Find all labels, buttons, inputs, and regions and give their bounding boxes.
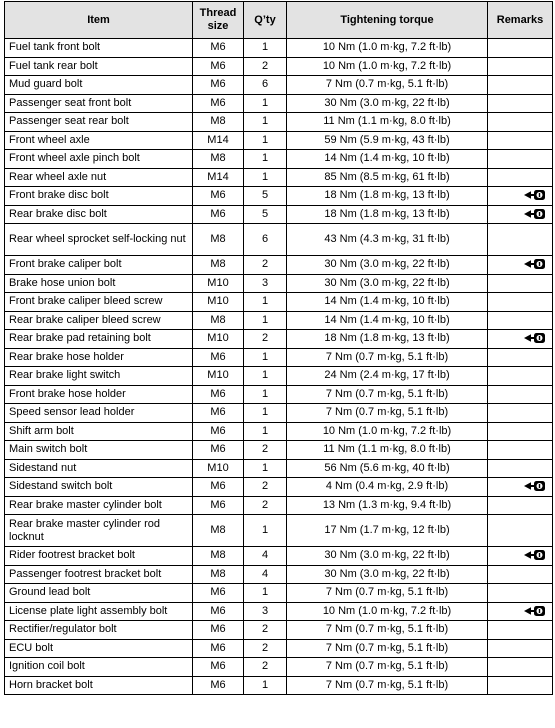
qty-cell: 1: [244, 150, 287, 169]
torque-cell: 7 Nm (0.7 m·kg, 5.1 ft·lb): [287, 676, 488, 695]
thread-size-cell: M6: [193, 404, 244, 423]
item-cell: Brake hose union bolt: [5, 274, 193, 293]
remarks-cell: [488, 76, 553, 95]
remarks-cell: [488, 311, 553, 330]
torque-cell: 11 Nm (1.1 m·kg, 8.0 ft·lb): [287, 441, 488, 460]
locking-agent-icon: [524, 549, 546, 561]
remarks-cell: [488, 57, 553, 76]
remarks-cell: [488, 496, 553, 515]
thread-size-cell: M6: [193, 478, 244, 497]
qty-cell: 1: [244, 168, 287, 187]
item-cell: Fuel tank rear bolt: [5, 57, 193, 76]
torque-cell: 14 Nm (1.4 m·kg, 10 ft·lb): [287, 311, 488, 330]
qty-cell: 1: [244, 459, 287, 478]
remarks-cell: [488, 459, 553, 478]
thread-size-cell: M8: [193, 224, 244, 256]
thread-size-cell: M6: [193, 441, 244, 460]
thread-size-cell: M6: [193, 94, 244, 113]
item-cell: Front brake caliper bleed screw: [5, 293, 193, 312]
remarks-cell: [488, 256, 553, 275]
item-cell: Rear wheel sprocket self-locking nut: [5, 224, 193, 256]
table-row: [5, 224, 553, 256]
item-cell: ECU bolt: [5, 639, 193, 658]
torque-cell: 85 Nm (8.5 m·kg, 61 ft·lb): [287, 168, 488, 187]
thread-size-cell: M6: [193, 639, 244, 658]
table-row: [5, 76, 553, 95]
table-row: [5, 621, 553, 640]
qty-cell: 2: [244, 57, 287, 76]
remarks-cell: [488, 676, 553, 695]
table-row: [5, 348, 553, 367]
item-cell: Ground lead bolt: [5, 584, 193, 603]
remarks-cell: [488, 293, 553, 312]
thread-size-cell: M10: [193, 274, 244, 293]
thread-size-cell: M6: [193, 602, 244, 621]
item-cell: Shift arm bolt: [5, 422, 193, 441]
item-cell: Rear brake master cylinder rod locknut: [5, 515, 193, 547]
header-tightening-torque: Tightening torque: [287, 2, 488, 39]
torque-cell: 30 Nm (3.0 m·kg, 22 ft·lb): [287, 565, 488, 584]
torque-cell: 7 Nm (0.7 m·kg, 5.1 ft·lb): [287, 404, 488, 423]
item-cell: Horn bracket bolt: [5, 676, 193, 695]
locking-agent-icon: [524, 258, 546, 270]
qty-cell: 5: [244, 205, 287, 224]
item-cell: Rear brake master cylinder bolt: [5, 496, 193, 515]
item-cell: Rear brake disc bolt: [5, 205, 193, 224]
qty-cell: 1: [244, 311, 287, 330]
table-row: [5, 441, 553, 460]
table-row: [5, 422, 553, 441]
remarks-cell: [488, 187, 553, 206]
remarks-cell: [488, 131, 553, 150]
thread-size-cell: M8: [193, 256, 244, 275]
remarks-cell: [488, 348, 553, 367]
item-cell: Front brake hose holder: [5, 385, 193, 404]
header-item: Item: [5, 2, 193, 39]
qty-cell: 2: [244, 330, 287, 349]
thread-size-cell: M6: [193, 39, 244, 58]
table-row: [5, 565, 553, 584]
torque-cell: 30 Nm (3.0 m·kg, 22 ft·lb): [287, 256, 488, 275]
remarks-cell: [488, 422, 553, 441]
table-row: [5, 94, 553, 113]
qty-cell: 5: [244, 187, 287, 206]
torque-cell: 11 Nm (1.1 m·kg, 8.0 ft·lb): [287, 113, 488, 132]
table-row: [5, 205, 553, 224]
torque-cell: 7 Nm (0.7 m·kg, 5.1 ft·lb): [287, 348, 488, 367]
torque-cell: 7 Nm (0.7 m·kg, 5.1 ft·lb): [287, 76, 488, 95]
qty-cell: 1: [244, 348, 287, 367]
torque-cell: 7 Nm (0.7 m·kg, 5.1 ft·lb): [287, 621, 488, 640]
table-row: [5, 515, 553, 547]
table-row: [5, 602, 553, 621]
torque-cell: 56 Nm (5.6 m·kg, 40 ft·lb): [287, 459, 488, 478]
item-cell: Rider footrest bracket bolt: [5, 547, 193, 566]
qty-cell: 2: [244, 478, 287, 497]
thread-size-cell: M8: [193, 565, 244, 584]
thread-size-cell: M10: [193, 367, 244, 386]
item-cell: Front wheel axle pinch bolt: [5, 150, 193, 169]
remarks-cell: [488, 441, 553, 460]
thread-size-cell: M6: [193, 57, 244, 76]
header-remarks: Remarks: [488, 2, 553, 39]
qty-cell: 2: [244, 621, 287, 640]
item-cell: Rectifier/regulator bolt: [5, 621, 193, 640]
thread-size-cell: M8: [193, 515, 244, 547]
thread-size-cell: M14: [193, 131, 244, 150]
item-cell: Main switch bolt: [5, 441, 193, 460]
torque-cell: 30 Nm (3.0 m·kg, 22 ft·lb): [287, 274, 488, 293]
qty-cell: 1: [244, 584, 287, 603]
item-cell: Speed sensor lead holder: [5, 404, 193, 423]
table-row: [5, 367, 553, 386]
thread-size-cell: M6: [193, 348, 244, 367]
thread-size-cell: M8: [193, 311, 244, 330]
remarks-cell: [488, 168, 553, 187]
item-cell: Passenger seat rear bolt: [5, 113, 193, 132]
table-row: [5, 385, 553, 404]
qty-cell: 3: [244, 602, 287, 621]
qty-cell: 1: [244, 404, 287, 423]
thread-size-cell: M8: [193, 113, 244, 132]
table-row: [5, 547, 553, 566]
qty-cell: 6: [244, 76, 287, 95]
locking-agent-icon: [524, 208, 546, 220]
table-row: [5, 168, 553, 187]
remarks-cell: [488, 515, 553, 547]
qty-cell: 2: [244, 256, 287, 275]
qty-cell: 2: [244, 658, 287, 677]
thread-size-cell: M6: [193, 621, 244, 640]
table-row: [5, 57, 553, 76]
item-cell: Rear wheel axle nut: [5, 168, 193, 187]
item-cell: Rear brake light switch: [5, 367, 193, 386]
item-cell: Front brake disc bolt: [5, 187, 193, 206]
remarks-cell: [488, 565, 553, 584]
remarks-cell: [488, 94, 553, 113]
thread-size-cell: M10: [193, 459, 244, 478]
torque-cell: 30 Nm (3.0 m·kg, 22 ft·lb): [287, 94, 488, 113]
thread-size-cell: M10: [193, 330, 244, 349]
table-row: [5, 187, 553, 206]
qty-cell: 1: [244, 293, 287, 312]
torque-cell: 24 Nm (2.4 m·kg, 17 ft·lb): [287, 367, 488, 386]
table-row: [5, 274, 553, 293]
qty-cell: 1: [244, 39, 287, 58]
torque-cell: 18 Nm (1.8 m·kg, 13 ft·lb): [287, 187, 488, 206]
qty-cell: 1: [244, 676, 287, 695]
torque-cell: 7 Nm (0.7 m·kg, 5.1 ft·lb): [287, 385, 488, 404]
item-cell: License plate light assembly bolt: [5, 602, 193, 621]
table-body: [5, 39, 553, 695]
item-cell: Rear brake pad retaining bolt: [5, 330, 193, 349]
qty-cell: 1: [244, 131, 287, 150]
qty-cell: 1: [244, 113, 287, 132]
torque-cell: 18 Nm (1.8 m·kg, 13 ft·lb): [287, 330, 488, 349]
thread-size-cell: M14: [193, 168, 244, 187]
torque-cell: 13 Nm (1.3 m·kg, 9.4 ft·lb): [287, 496, 488, 515]
table-row: [5, 256, 553, 275]
item-cell: Sidestand nut: [5, 459, 193, 478]
torque-cell: 10 Nm (1.0 m·kg, 7.2 ft·lb): [287, 57, 488, 76]
torque-cell: 10 Nm (1.0 m·kg, 7.2 ft·lb): [287, 39, 488, 58]
remarks-cell: [488, 584, 553, 603]
remarks-cell: [488, 224, 553, 256]
table-row: [5, 658, 553, 677]
qty-cell: 4: [244, 547, 287, 566]
thread-size-cell: M6: [193, 422, 244, 441]
torque-cell: 43 Nm (4.3 m·kg, 31 ft·lb): [287, 224, 488, 256]
thread-size-cell: M6: [193, 187, 244, 206]
locking-agent-icon: [524, 605, 546, 617]
table-row: [5, 478, 553, 497]
table-row: [5, 459, 553, 478]
torque-cell: 10 Nm (1.0 m·kg, 7.2 ft·lb): [287, 422, 488, 441]
thread-size-cell: M8: [193, 547, 244, 566]
remarks-cell: [488, 621, 553, 640]
item-cell: Fuel tank front bolt: [5, 39, 193, 58]
qty-cell: 2: [244, 496, 287, 515]
table-row: [5, 584, 553, 603]
item-cell: Rear brake hose holder: [5, 348, 193, 367]
thread-size-cell: M10: [193, 293, 244, 312]
table-row: [5, 293, 553, 312]
table-row: [5, 404, 553, 423]
qty-cell: 2: [244, 639, 287, 658]
torque-cell: 17 Nm (1.7 m·kg, 12 ft·lb): [287, 515, 488, 547]
remarks-cell: [488, 639, 553, 658]
qty-cell: 4: [244, 565, 287, 584]
torque-cell: 14 Nm (1.4 m·kg, 10 ft·lb): [287, 293, 488, 312]
thread-size-cell: M6: [193, 496, 244, 515]
locking-agent-icon: [524, 189, 546, 201]
locking-agent-icon: [524, 480, 546, 492]
table-row: [5, 639, 553, 658]
torque-cell: 14 Nm (1.4 m·kg, 10 ft·lb): [287, 150, 488, 169]
torque-cell: 30 Nm (3.0 m·kg, 22 ft·lb): [287, 547, 488, 566]
item-cell: Sidestand switch bolt: [5, 478, 193, 497]
thread-size-cell: M8: [193, 150, 244, 169]
qty-cell: 1: [244, 385, 287, 404]
table-header-row: [5, 2, 553, 39]
table-row: [5, 131, 553, 150]
remarks-cell: [488, 274, 553, 293]
qty-cell: 3: [244, 274, 287, 293]
thread-size-cell: M6: [193, 584, 244, 603]
torque-cell: 4 Nm (0.4 m·kg, 2.9 ft·lb): [287, 478, 488, 497]
thread-size-cell: M6: [193, 76, 244, 95]
remarks-cell: [488, 39, 553, 58]
item-cell: Ignition coil bolt: [5, 658, 193, 677]
remarks-cell: [488, 478, 553, 497]
qty-cell: 1: [244, 422, 287, 441]
remarks-cell: [488, 330, 553, 349]
torque-cell: 18 Nm (1.8 m·kg, 13 ft·lb): [287, 205, 488, 224]
remarks-cell: [488, 404, 553, 423]
locking-agent-icon: [524, 332, 546, 344]
table-row: [5, 113, 553, 132]
qty-cell: 1: [244, 94, 287, 113]
thread-size-cell: M6: [193, 658, 244, 677]
thread-size-cell: M6: [193, 385, 244, 404]
qty-cell: 1: [244, 515, 287, 547]
torque-cell: 59 Nm (5.9 m·kg, 43 ft·lb): [287, 131, 488, 150]
item-cell: Passenger seat front bolt: [5, 94, 193, 113]
qty-cell: 1: [244, 367, 287, 386]
torque-cell: 7 Nm (0.7 m·kg, 5.1 ft·lb): [287, 584, 488, 603]
remarks-cell: [488, 658, 553, 677]
header-thread-size: Thread size: [193, 2, 244, 39]
torque-cell: 7 Nm (0.7 m·kg, 5.1 ft·lb): [287, 658, 488, 677]
item-cell: Passenger footrest bracket bolt: [5, 565, 193, 584]
remarks-cell: [488, 385, 553, 404]
item-cell: Front brake caliper bolt: [5, 256, 193, 275]
item-cell: Front wheel axle: [5, 131, 193, 150]
item-cell: Mud guard bolt: [5, 76, 193, 95]
table-row: [5, 39, 553, 58]
item-cell: Rear brake caliper bleed screw: [5, 311, 193, 330]
table-row: [5, 150, 553, 169]
remarks-cell: [488, 367, 553, 386]
table-row: [5, 496, 553, 515]
tightening-torque-table: [4, 1, 553, 695]
remarks-cell: [488, 205, 553, 224]
thread-size-cell: M6: [193, 676, 244, 695]
thread-size-cell: M6: [193, 205, 244, 224]
remarks-cell: [488, 150, 553, 169]
qty-cell: 6: [244, 224, 287, 256]
remarks-cell: [488, 602, 553, 621]
qty-cell: 2: [244, 441, 287, 460]
remarks-cell: [488, 547, 553, 566]
table-row: [5, 330, 553, 349]
torque-cell: 7 Nm (0.7 m·kg, 5.1 ft·lb): [287, 639, 488, 658]
header-qty: Q’ty: [244, 2, 287, 39]
remarks-cell: [488, 113, 553, 132]
table-row: [5, 311, 553, 330]
table-row: [5, 676, 553, 695]
torque-cell: 10 Nm (1.0 m·kg, 7.2 ft·lb): [287, 602, 488, 621]
